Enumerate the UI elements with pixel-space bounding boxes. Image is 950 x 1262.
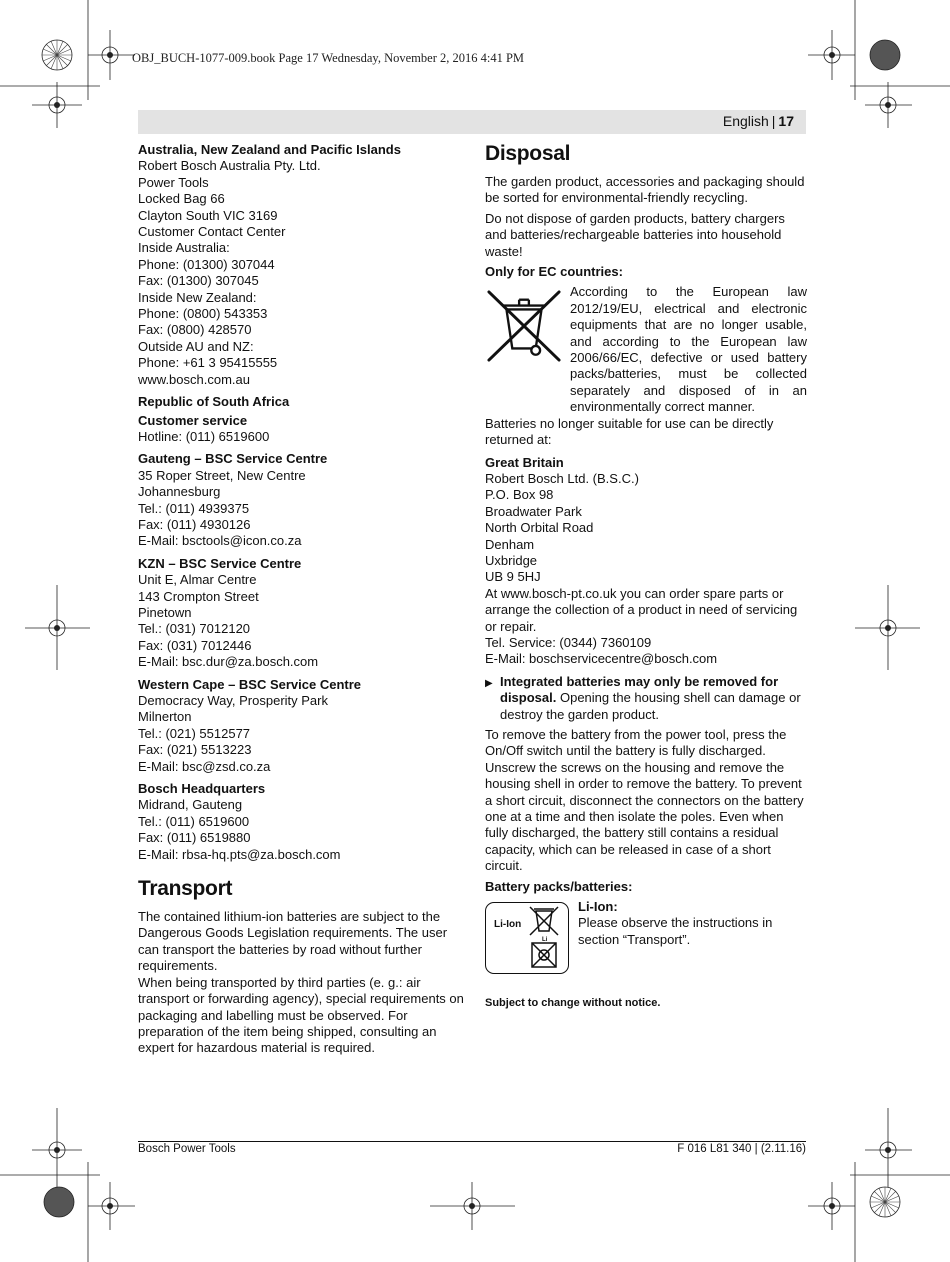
page-header-bar [138, 110, 806, 134]
contact-line: Phone: (01300) 307044 [138, 256, 275, 272]
contact-block [138, 556, 464, 671]
transport-paragraph-2: When being transported by third parties (e. g.: air transport or forwarding agency), special requirements on packaging and labelling must be observed. For preparation of the item being shipped, consulting an expert for hazardous material is required. [138, 974, 464, 1056]
contact-line: Fax: (01300) 307045 [138, 273, 259, 289]
contact-line: Phone: +61 3 95415555 [138, 355, 278, 371]
footer-brand: Bosch Power Tools [138, 1143, 236, 1155]
contact-block [138, 781, 464, 863]
contact-line: Fax: (0800) 428570 [138, 322, 252, 338]
contact-block [138, 142, 464, 388]
contact-list [138, 142, 464, 863]
contact-line: Unit E, Almar Centre [138, 572, 257, 588]
li-ion-heading: Li-Ion: [578, 899, 618, 915]
contact-line: Hotline: (011) 6519600 [138, 428, 270, 444]
contact-line: Clayton South VIC 3169 [138, 207, 278, 223]
contact-line: Johannesburg [138, 484, 221, 500]
contact-heading: Customer service [138, 412, 248, 428]
footer-rule [138, 1141, 806, 1142]
battery-packs-heading: Battery packs/batteries: [485, 878, 633, 894]
great-britain-address [485, 471, 807, 586]
li-small-label: Li [542, 937, 548, 944]
ec-text: According to the European law 2012/19/EU, electrical and electronic equipments that are no longer usable, and according to the European law 2006/66/EC, defective or used battery packs/batteries, must be collected separately and disposed of in an environmentally correct manner. [570, 284, 807, 415]
contact-block [138, 394, 464, 410]
li-ion-instructions: Please observe the instructions in section “Transport”. [578, 915, 773, 947]
contact-line: Locked Bag 66 [138, 191, 225, 207]
contact-line: Pinetown [138, 604, 192, 620]
disposal-paragraph-1: The garden product, accessories and packaging should be sorted for environmental-friendly recycling. [485, 174, 805, 206]
contact-line: Tel.: (011) 4939375 [138, 500, 250, 516]
bullet-triangle-icon: ▶ [485, 677, 493, 689]
transport-title: Transport [138, 877, 233, 901]
warning-text: Opening the housing shell can damage or destroy the garden product. [500, 690, 801, 722]
gb-address-line: Uxbridge [485, 552, 538, 568]
great-britain-email: E-Mail: boschservicecentre@bosch.com [485, 651, 718, 667]
contact-line: Tel.: (021) 5512577 [138, 725, 251, 741]
contact-line: Fax: (021) 5513223 [138, 742, 252, 758]
right-column [485, 142, 807, 1011]
contact-block [138, 451, 464, 549]
li-ion-symbol-box [485, 902, 569, 974]
li-ion-section [485, 899, 807, 975]
contact-heading: Bosch Headquarters [138, 781, 266, 797]
contact-line: Customer Contact Center [138, 224, 286, 240]
transport-paragraph-1: The contained lithium-ion batteries are subject to the Dangerous Goods Legislation requirements. The user can transport the batteries by road without further requirements. [138, 909, 448, 974]
contact-line: 143 Crompton Street [138, 588, 259, 604]
contact-line: Fax: (011) 4930126 [138, 516, 251, 532]
contact-line: Tel.: (031) 7012120 [138, 621, 251, 637]
great-britain-web-text: At www.bosch-pt.co.uk you can order spare parts or arrange the collection of a product in need of servicing or repair. [485, 585, 798, 634]
header-language-page [723, 113, 794, 129]
ec-countries-heading: Only for EC countries: [485, 264, 623, 280]
gb-address-line: P.O. Box 98 [485, 487, 554, 503]
gb-address-line: Denham [485, 536, 535, 552]
contact-line: E-Mail: bsc@zsd.co.za [138, 758, 271, 774]
change-notice: Subject to change without notice. [485, 997, 661, 1010]
gb-address-line: Robert Bosch Ltd. (B.S.C.) [485, 470, 639, 486]
great-britain-contact [485, 455, 807, 668]
contact-line: E-Mail: bsctools@icon.co.za [138, 533, 302, 549]
great-britain-tel: Tel. Service: (0344) 7360109 [485, 634, 652, 650]
disposal-title: Disposal [485, 142, 571, 165]
contact-heading: Western Cape – BSC Service Centre [138, 676, 362, 692]
contact-line: Tel.: (011) 6519600 [138, 813, 250, 829]
battery-removal-text: To remove the battery from the power tool, press the On/Off switch until the battery is fully discharged. Unscrew the screws on the housing and remove the housing shell in order to remove the battery. To prevent a short circuit, disconnect the connectors on the battery one at a time and then isolate the poles. Even when fully discharged, the battery still contains a residual capacity, which can be released in case of a short circuit. [485, 727, 804, 874]
contact-line: Phone: (0800) 543353 [138, 306, 268, 322]
contact-heading: Australia, New Zealand and Pacific Islands [138, 142, 401, 157]
header-language: English [722, 113, 769, 129]
book-slug-line: OBJ_BUCH-1077-009.book Page 17 Wednesday, November 2, 2016 4:41 PM [132, 51, 525, 65]
contact-heading: KZN – BSC Service Centre [138, 555, 302, 571]
contact-line: Outside AU and NZ: [138, 338, 254, 354]
header-page-number: 17 [778, 113, 794, 129]
li-ion-text-block [578, 899, 808, 948]
contact-heading: Republic of South Africa [138, 394, 290, 410]
crossed-out-wheelie-bin-icon [485, 288, 563, 364]
batteries-return-text: Batteries no longer suitable for use can be directly returned at: [485, 415, 774, 448]
gb-address-line: Broadwater Park [485, 503, 582, 519]
contact-line: E-Mail: bsc.dur@za.bosch.com [138, 654, 319, 670]
contact-line: Inside New Zealand: [138, 289, 257, 305]
contact-line: E-Mail: rbsa-hq.pts@za.bosch.com [138, 846, 341, 862]
contact-block [138, 413, 464, 446]
li-ion-label: Li-Ion [494, 919, 522, 931]
contact-line: Milnerton [138, 709, 192, 725]
header-separator: | [771, 113, 776, 129]
contact-line: Fax: (031) 7012446 [138, 637, 252, 653]
warning-bold-text: Integrated batteries may only be removed for disposal. [500, 673, 779, 706]
li-ion-recycling-symbols-icon [526, 905, 562, 971]
contact-line: Democracy Way, Prosperity Park [138, 693, 328, 708]
contact-line: 35 Roper Street, New Centre [138, 467, 306, 483]
weee-notice [485, 284, 807, 415]
gb-address-line: UB 9 5HJ [485, 569, 541, 585]
contact-line: Midrand, Gauteng [138, 797, 243, 813]
footer-doc-number: F 016 L81 340 | (2.11.16) [677, 1143, 806, 1155]
gb-address-line: North Orbital Road [485, 520, 594, 536]
contact-block [138, 677, 464, 775]
contact-line: Robert Bosch Australia Pty. Ltd. [138, 158, 321, 174]
great-britain-heading: Great Britain [485, 454, 564, 470]
disposal-paragraph-2: Do not dispose of garden products, battery chargers and batteries/rechargeable batteries into household waste! [485, 210, 785, 259]
contact-line: www.bosch.com.au [138, 371, 250, 387]
left-column [138, 142, 464, 1061]
integrated-battery-warning [485, 674, 807, 723]
contact-line: Power Tools [138, 174, 209, 190]
contact-line: Inside Australia: [138, 240, 230, 256]
contact-heading: Gauteng – BSC Service Centre [138, 451, 328, 467]
contact-line: Fax: (011) 6519880 [138, 830, 251, 846]
